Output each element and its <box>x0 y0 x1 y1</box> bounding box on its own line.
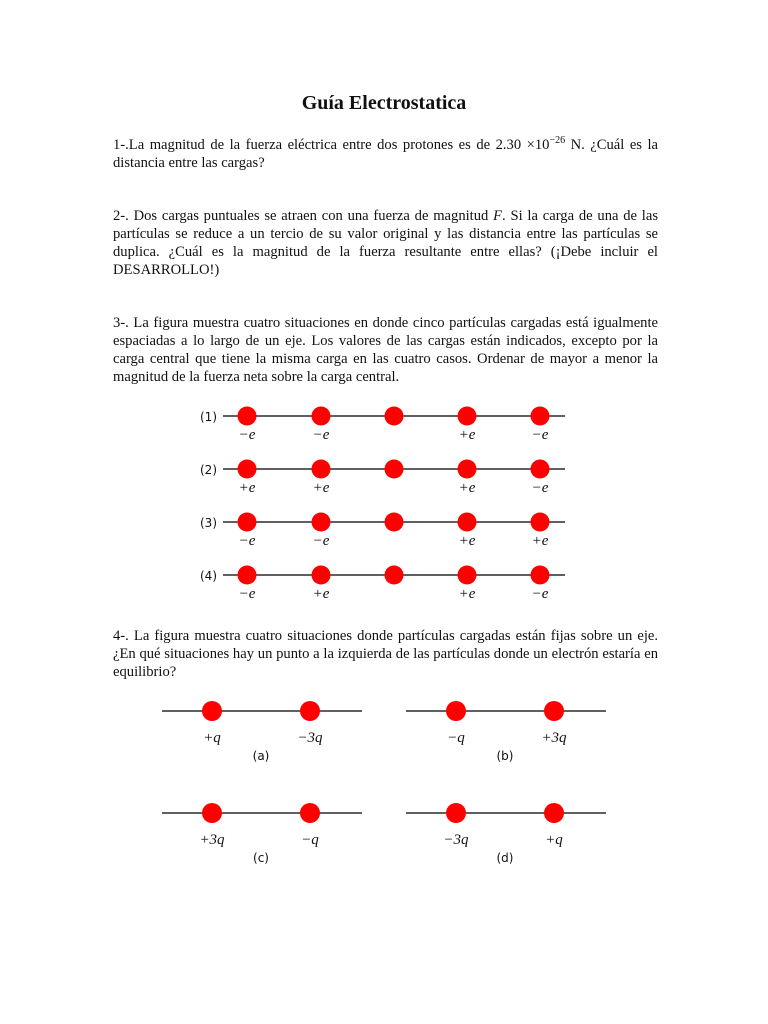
charged-particle <box>238 566 257 585</box>
charge-row-3 <box>200 513 565 550</box>
row-label: (2) <box>200 463 217 477</box>
charged-particle <box>531 460 550 479</box>
charge-label: −e <box>312 427 330 443</box>
charged-particle <box>385 513 404 532</box>
charge-label: −e <box>238 586 256 602</box>
charge-label: +e <box>238 480 256 496</box>
panel-label: (c) <box>253 851 269 865</box>
charged-particle <box>458 566 477 585</box>
question-1-text-a: 1-.La magnitud de la fuerza eléctrica entre dos protones es de 2.30 ×10 <box>113 137 550 153</box>
charge-label: −e <box>531 427 549 443</box>
charged-particle <box>458 407 477 426</box>
charge-label: −e <box>238 533 256 549</box>
charged-particle <box>312 513 331 532</box>
charge-label: +e <box>531 533 549 549</box>
question-2-text-b: . Si la carga de una de las partículas se reduce a un tercio de su valor original y las distancia entre las partículas se duplica. ¿Cuál es la magnitud de la fuerza resultante entre ellas? (¡Debe incluir el DESARROLLO!) <box>113 208 659 278</box>
question-2-symbol: F <box>493 208 503 224</box>
row-label: (3) <box>200 516 217 530</box>
charge-label: −3q <box>443 832 469 848</box>
charge-label: −q <box>447 730 465 746</box>
charged-particle <box>531 513 550 532</box>
charge-row-1 <box>200 407 565 444</box>
charge-label: +e <box>312 586 330 602</box>
charged-particle <box>238 513 257 532</box>
panel-label: (b) <box>496 749 514 763</box>
charge-label: +q <box>545 832 563 848</box>
charged-particle <box>385 407 404 426</box>
charged-particle <box>385 566 404 585</box>
charge-label: −q <box>301 832 319 848</box>
charge-label: −e <box>531 586 549 602</box>
charge-label: −e <box>238 427 256 443</box>
charged-particle <box>238 460 257 479</box>
charged-particle <box>531 407 550 426</box>
charge-label: +e <box>312 480 330 496</box>
charge-row-4 <box>200 566 565 603</box>
charge-label: −e <box>312 533 330 549</box>
charged-particle <box>531 566 550 585</box>
question-2-text-a: 2-. Dos cargas puntuales se atraen con una fuerza de magnitud <box>113 208 494 224</box>
charged-particle <box>312 407 331 426</box>
charged-particle <box>385 460 404 479</box>
charge-label: −e <box>531 480 549 496</box>
charge-label: +3q <box>541 730 567 746</box>
charged-particle <box>458 460 477 479</box>
question-1-text-b: N. ¿Cuál es la distancia entre las cargas? <box>113 137 658 171</box>
question-1-exponent: −26 <box>549 135 566 147</box>
charged-particle <box>458 513 477 532</box>
charged-particle <box>312 566 331 585</box>
charge-label: +q <box>203 730 221 746</box>
charge-label: +e <box>458 533 476 549</box>
charge-label: +e <box>458 586 476 602</box>
row-label: (4) <box>200 569 217 583</box>
charge-label: −3q <box>297 730 323 746</box>
page-title: Guía Electrostatica <box>301 92 467 114</box>
row-label: (1) <box>200 410 217 424</box>
charge-label: +3q <box>199 832 225 848</box>
charge-label: +e <box>458 480 476 496</box>
charge-row-2 <box>200 460 565 497</box>
question-3: 3-. La figura muestra cuatro situaciones en donde cinco partículas cargadas está igualmente espaciadas a lo largo de un eje. Los valores de las cargas están indicados, excepto por la carga central que tiene la misma carga en las cuatro casos. Ordenar de mayor a menor la magnitud de la fuerza neta sobre la carga central. <box>113 315 658 385</box>
question-4: 4-. La figura muestra cuatro situaciones donde partículas cargadas están fijas sobre un eje. ¿En qué situaciones hay un punto a la izquierda de las partículas donde un electrón estaría en equilibrio? <box>113 628 658 680</box>
charged-particle <box>312 460 331 479</box>
charged-particle <box>238 407 257 426</box>
panel-label: (a) <box>252 749 270 763</box>
charge-label: +e <box>458 427 476 443</box>
panel-label: (d) <box>496 851 514 865</box>
